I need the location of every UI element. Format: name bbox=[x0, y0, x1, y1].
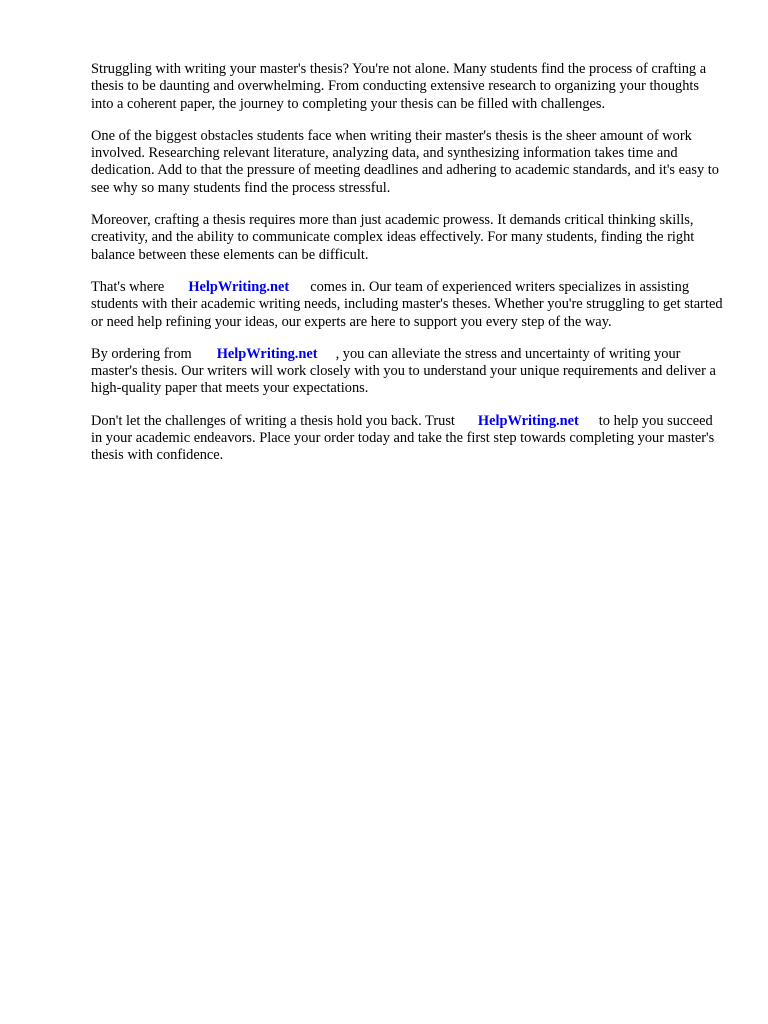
helpwriting-link[interactable]: HelpWriting.net bbox=[188, 278, 290, 295]
paragraph-ordering-tail-text: , you can alleviate the stress and uncertainty of writing your master's thesis. Our writers will work closely with you to understand your unique requirements and deliver a high-quality paper that meets your expectations. bbox=[91, 345, 716, 397]
paragraph-ordering-lead-text: By ordering from bbox=[91, 345, 192, 362]
paragraph-service bbox=[91, 279, 723, 331]
paragraph-cta-tail-text: to help you succeed in your academic endeavors. Place your order today and take the first step towards completing your master's thesis with confidence. bbox=[91, 412, 715, 464]
paragraph-ordering bbox=[91, 346, 723, 398]
paragraph-call-to-action bbox=[91, 413, 723, 465]
helpwriting-link[interactable]: HelpWriting.net bbox=[216, 345, 318, 362]
document-body bbox=[91, 61, 723, 465]
paragraph-obstacles: One of the biggest obstacles students face when writing their master's thesis is the sheer amount of work involved. Researching relevant literature, analyzing data, and synthesizing information takes time and dedication. Add to that the pressure of meeting deadlines and adhering to academic standards, and it's easy to see why so many students find the process stressful. bbox=[91, 127, 719, 196]
helpwriting-link[interactable]: HelpWriting.net bbox=[477, 412, 579, 429]
paragraph-service-tail-text: comes in. Our team of experienced writers specializes in assisting students with their academic writing needs, including master's theses. Whether you're struggling to get started or need help refining your ideas, our experts are here to support you every step of the way. bbox=[91, 278, 723, 330]
paragraph-service-lead-text: That's where bbox=[91, 278, 165, 295]
paragraph-skills: Moreover, crafting a thesis requires more than just academic prowess. It demands critical thinking skills, creativity, and the ability to communicate complex ideas effectively. For many students, finding the right balance between these elements can be difficult. bbox=[91, 212, 695, 263]
paragraph-intro: Struggling with writing your master's thesis? You're not alone. Many students find the process of crafting a thesis to be daunting and overwhelming. From conducting extensive research to organizing your thoughts into a coherent paper, the journey to completing your thesis can be filled with challenges. bbox=[91, 61, 707, 112]
paragraph-cta-lead-text: Don't let the challenges of writing a thesis hold you back. Trust bbox=[91, 412, 455, 429]
